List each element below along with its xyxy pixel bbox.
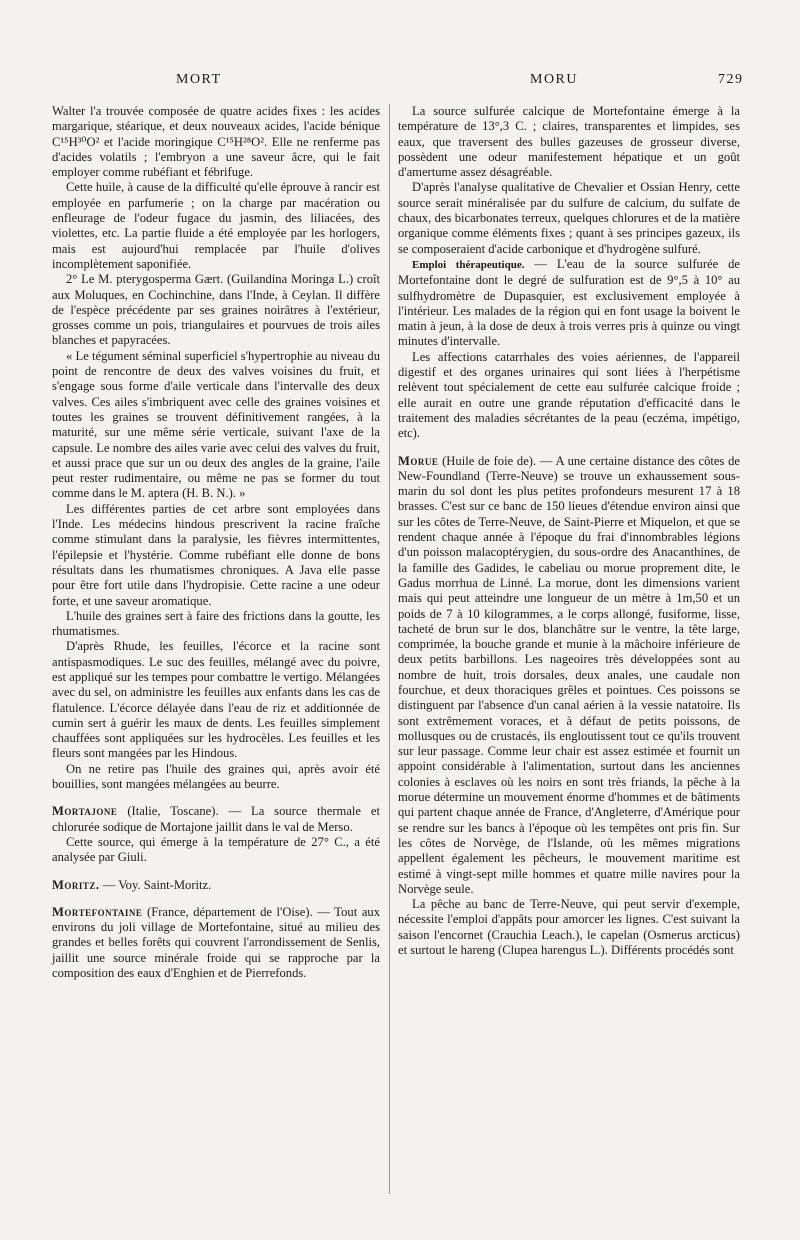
paragraph: Walter l'a trouvée composée de quatre acides fixes : les acides margarique, stéarique, et deux nouveaux acides, l'acide bénique C¹⁵H³⁰O² et l'acide moringique C¹⁵H²⁸O². Elle ne renferme pas d'acides volatils ; l'embryon a une saveur âcre, qui le fait employer comme rubéfiant et fébrifuge. <box>52 104 380 180</box>
entry-mortajone <box>52 804 380 835</box>
entry-text: (France, département de l'Oise). — Tout aux environs du joli village de Mortefontaine, situé au milieu des grandes et belles forêts qui couvrent l'arrondissement de Senlis, jaillit une source minérale froide qui se rapproche par la composition des eaux d'Enghien et de Pierrefonds. <box>52 904 380 981</box>
left-column <box>52 104 380 981</box>
paragraph: D'après l'analyse qualitative de Chevalier et Ossian Henry, cette source serait minéralisée par du sulfure de calcium, du sulfate de chaux, des bicarbonates terreux, quelques chlorures et de la matière organique comme éléments fixes ; quant à ses principes gazeux, ils se composeraient d'acide carbonique et d'hydrogène sulfuré. <box>398 180 740 256</box>
quote-paragraph: « Le tégument séminal superficiel s'hypertrophie au niveau du point de rencontre de deux des valves voisines du fruit, et s'engage sous forme d'aile verticale dans l'intervalle des deux valves. Ces ailes s'imbriquent avec celle des graines voisines et toutes les graines se trouvent définitivement rangées, à la maturité, sur une même série verticale, suivant l'axe de la capsule. Le nombre des ailes varie avec celui des valves du fruit, et aussi prace que sur un ou deux des angles de la graine, l'aile peut rester rudimentaire, ou même ne pas se former du tout comme dans le M. aptera (H. B. N.). » <box>52 348 380 501</box>
column-divider <box>389 104 390 1194</box>
entry-text: (Italie, Toscane). — La source thermale et chlorurée sodique de Mortajone jaillit dans le val de Merso. <box>52 804 380 834</box>
paragraph: Les différentes parties de cet arbre sont employées dans l'Inde. Les médecins hindous prescrivent la racine fraîche comme stimulant dans la paralysie, les fièvres intermittentes, l'épilepsie et l'hystérie. Comme rubéfiant elle donne de bons résultats dans les rhumatismes chroniques. A Java elle passe pour être fort utile dans l'hydropisie. Cette racine a une odeur forte, et une saveur aromatique. <box>52 501 380 608</box>
entry-text: (Huile de foie de). — A une certaine distance des côtes de New-Foundland (Terre-Neuve) se trouve un exhaussement sous-marin du sol dont les plus petites profondeurs mesurent 17 à 18 brasses. C'est sur ce banc de 150 lieues d'étendue environ ainsi que sur les côtes de Terre-Neuve, de Saint-Pierre et Miquelon, et que se rendent chaque année à l'époque du frai d'innombrables légions d'un poisson malacoptérygien, du sous-ordre des Anacanthines, de la famille des Gadides, le cabeliau ou morue proprement dite, le Gadus morrhua de Linné. La morue, dont les dimensions varient mais qui peut atteindre une longueur de un mètre à 1m,50 et un poids de 7 à 10 kilogrammes, a le corps allongé, fusiforme, lisse, tacheté de brun sur le dos, blanchâtre sur le ventre, la tête large, comprimée, la bouche grande et munie à la mâchoire inférieure de deux petits barbillons. Les nageoires très développées sont au nombre de huit, trois dorsales, deux anales, une caudale non fourchue, et deux thoraciques grêles et pointues. Ces poissons se distinguent par l'absence d'un canal aérien à la vessie natatoire. Ils sont extrêmement voraces, et à défaut de petits poissons, de mollusques ou de crustacés, ils engloutissent tout ce qu'ils trouvent sur leur passage. Comme leur chair est assez estimée et fournit un appoint considérable à l'alimentation, surtout dans les anciennes colonies à esclaves où les noirs en sont très friands, la pêche à la morue détermine un mouvement énorme d'hommes et de bâtiments qui partent chaque année de France, d'Angleterre, d'Amérique pour se rendre sur les bancs à l'époque où les tempêtes ont pris fin. Sur les côtes de Norvège, de l'Islande, où les mêmes migrations appellent également les pêcheurs, le mouvement maritime est estimé à vingt-sept mille hommes et quatre mille navires pour la Norvège seule. <box>398 453 740 896</box>
paragraph: La source sulfurée calcique de Mortefontaine émerge à la température de 13°,3 C. ; claires, transparentes et limpides, ses eaux, que traversent des bulles gazeuses de grosseur diverse, possèdent une odeur manifestement hépatique et un goût d'amertume assez désagréable. <box>398 104 740 180</box>
headword: Mortefontaine <box>52 904 143 919</box>
paragraph: D'après Rhude, les feuilles, l'écorce et la racine sont antispasmodiques. Le suc des feuilles, mélangé avec du poivre, est appliqué sur les tempes pour combattre le vertigo. Mélangées avec du sel, on administre les feuilles aux enfants dans les cas de flatulence. L'écorce délayée dans l'eau de riz et additionnée de cumin sert à guérir les maux de dents. Les feuilles simplement chauffées sont appliquées sur les hydrocèles. Les feuilles et les fleurs sont mangées par les Hindous. <box>52 639 380 761</box>
entry-moritz <box>52 878 380 893</box>
subheading: Emploi thérapeutique. <box>412 258 525 271</box>
headword: Moritz. <box>52 877 100 892</box>
running-head-left: MORT <box>176 72 222 87</box>
headword: Mortajone <box>52 804 118 819</box>
paragraph: L'huile des graines sert à faire des frictions dans la goutte, les rhumatismes. <box>52 608 380 639</box>
running-head <box>0 72 800 92</box>
paragraph: Les affections catarrhales des voies aériennes, de l'appareil digestif et des organes urinaires qui sont liées à l'herpétisme relèvent tout spécialement de cette eau sulfurée calcique froide ; elle aurait en outre une grande réputation d'efficacité dans le traitement des maladies sécrétantes de la peau (eczéma, impétigo, etc). <box>398 349 740 441</box>
entry-text: — Voy. Saint-Moritz. <box>99 877 212 892</box>
paragraph: 2° Le M. pterygosperma Gært. (Guilandina Moringa L.) croît aux Moluques, en Cochinchine, dans l'Inde, à Ceylan. Il diffère de l'espèce précédente par ses graines noirâtres à l'extérieur, grosses comme un pois, triangulaires et pourvues de trois ailes blanches et papyracées. <box>52 272 380 348</box>
running-head-right: MORU <box>530 72 579 87</box>
headword: Morue <box>398 453 439 468</box>
subentry-emploi <box>398 257 740 350</box>
paragraph: On ne retire pas l'huile des graines qui, après avoir été bouillies, sont mangées mélangées au beurre. <box>52 761 380 792</box>
entry-mortefontaine <box>52 905 380 981</box>
right-column <box>398 104 740 958</box>
paragraph: Cette huile, à cause de la difficulté qu'elle éprouve à rancir est employée en parfumerie ; on la charge par macération ou enfleurage de l'odeur fugace du jasmin, des liliacées, des violettes, etc. La partie fluide a été employée par les horlogers, mais est aujourd'hui remplacée par l'huile d'olives incomplètement saponifiée. <box>52 180 380 271</box>
page-number: 729 <box>718 72 744 87</box>
paragraph: La pêche au banc de Terre-Neuve, qui peut servir d'exemple, nécessite l'emploi d'appâts pour amorcer les lignes. C'est suivant la saison l'encornet (Crauchia Leach.), le capelan (Osmerus arcticus) et surtout le hareng (Clupea harengus L.). Différents procédés sont <box>398 897 740 958</box>
paragraph: Cette source, qui émerge à la température de 27° C., a été analysée par Giuli. <box>52 834 380 865</box>
entry-text: — L'eau de la source sulfurée de Mortefontaine dont le degré de sulfuration est de 9°,5 à 10° au sulfhydromètre de Dupasquier, est exclusivement employée à l'intérieur. Les malades de la région qui en font usage la boivent le matin à jeun, à la dose de deux à trois verres pris à quinze ou vingt minutes d'intervalle. <box>398 256 740 349</box>
entry-morue <box>398 454 740 898</box>
